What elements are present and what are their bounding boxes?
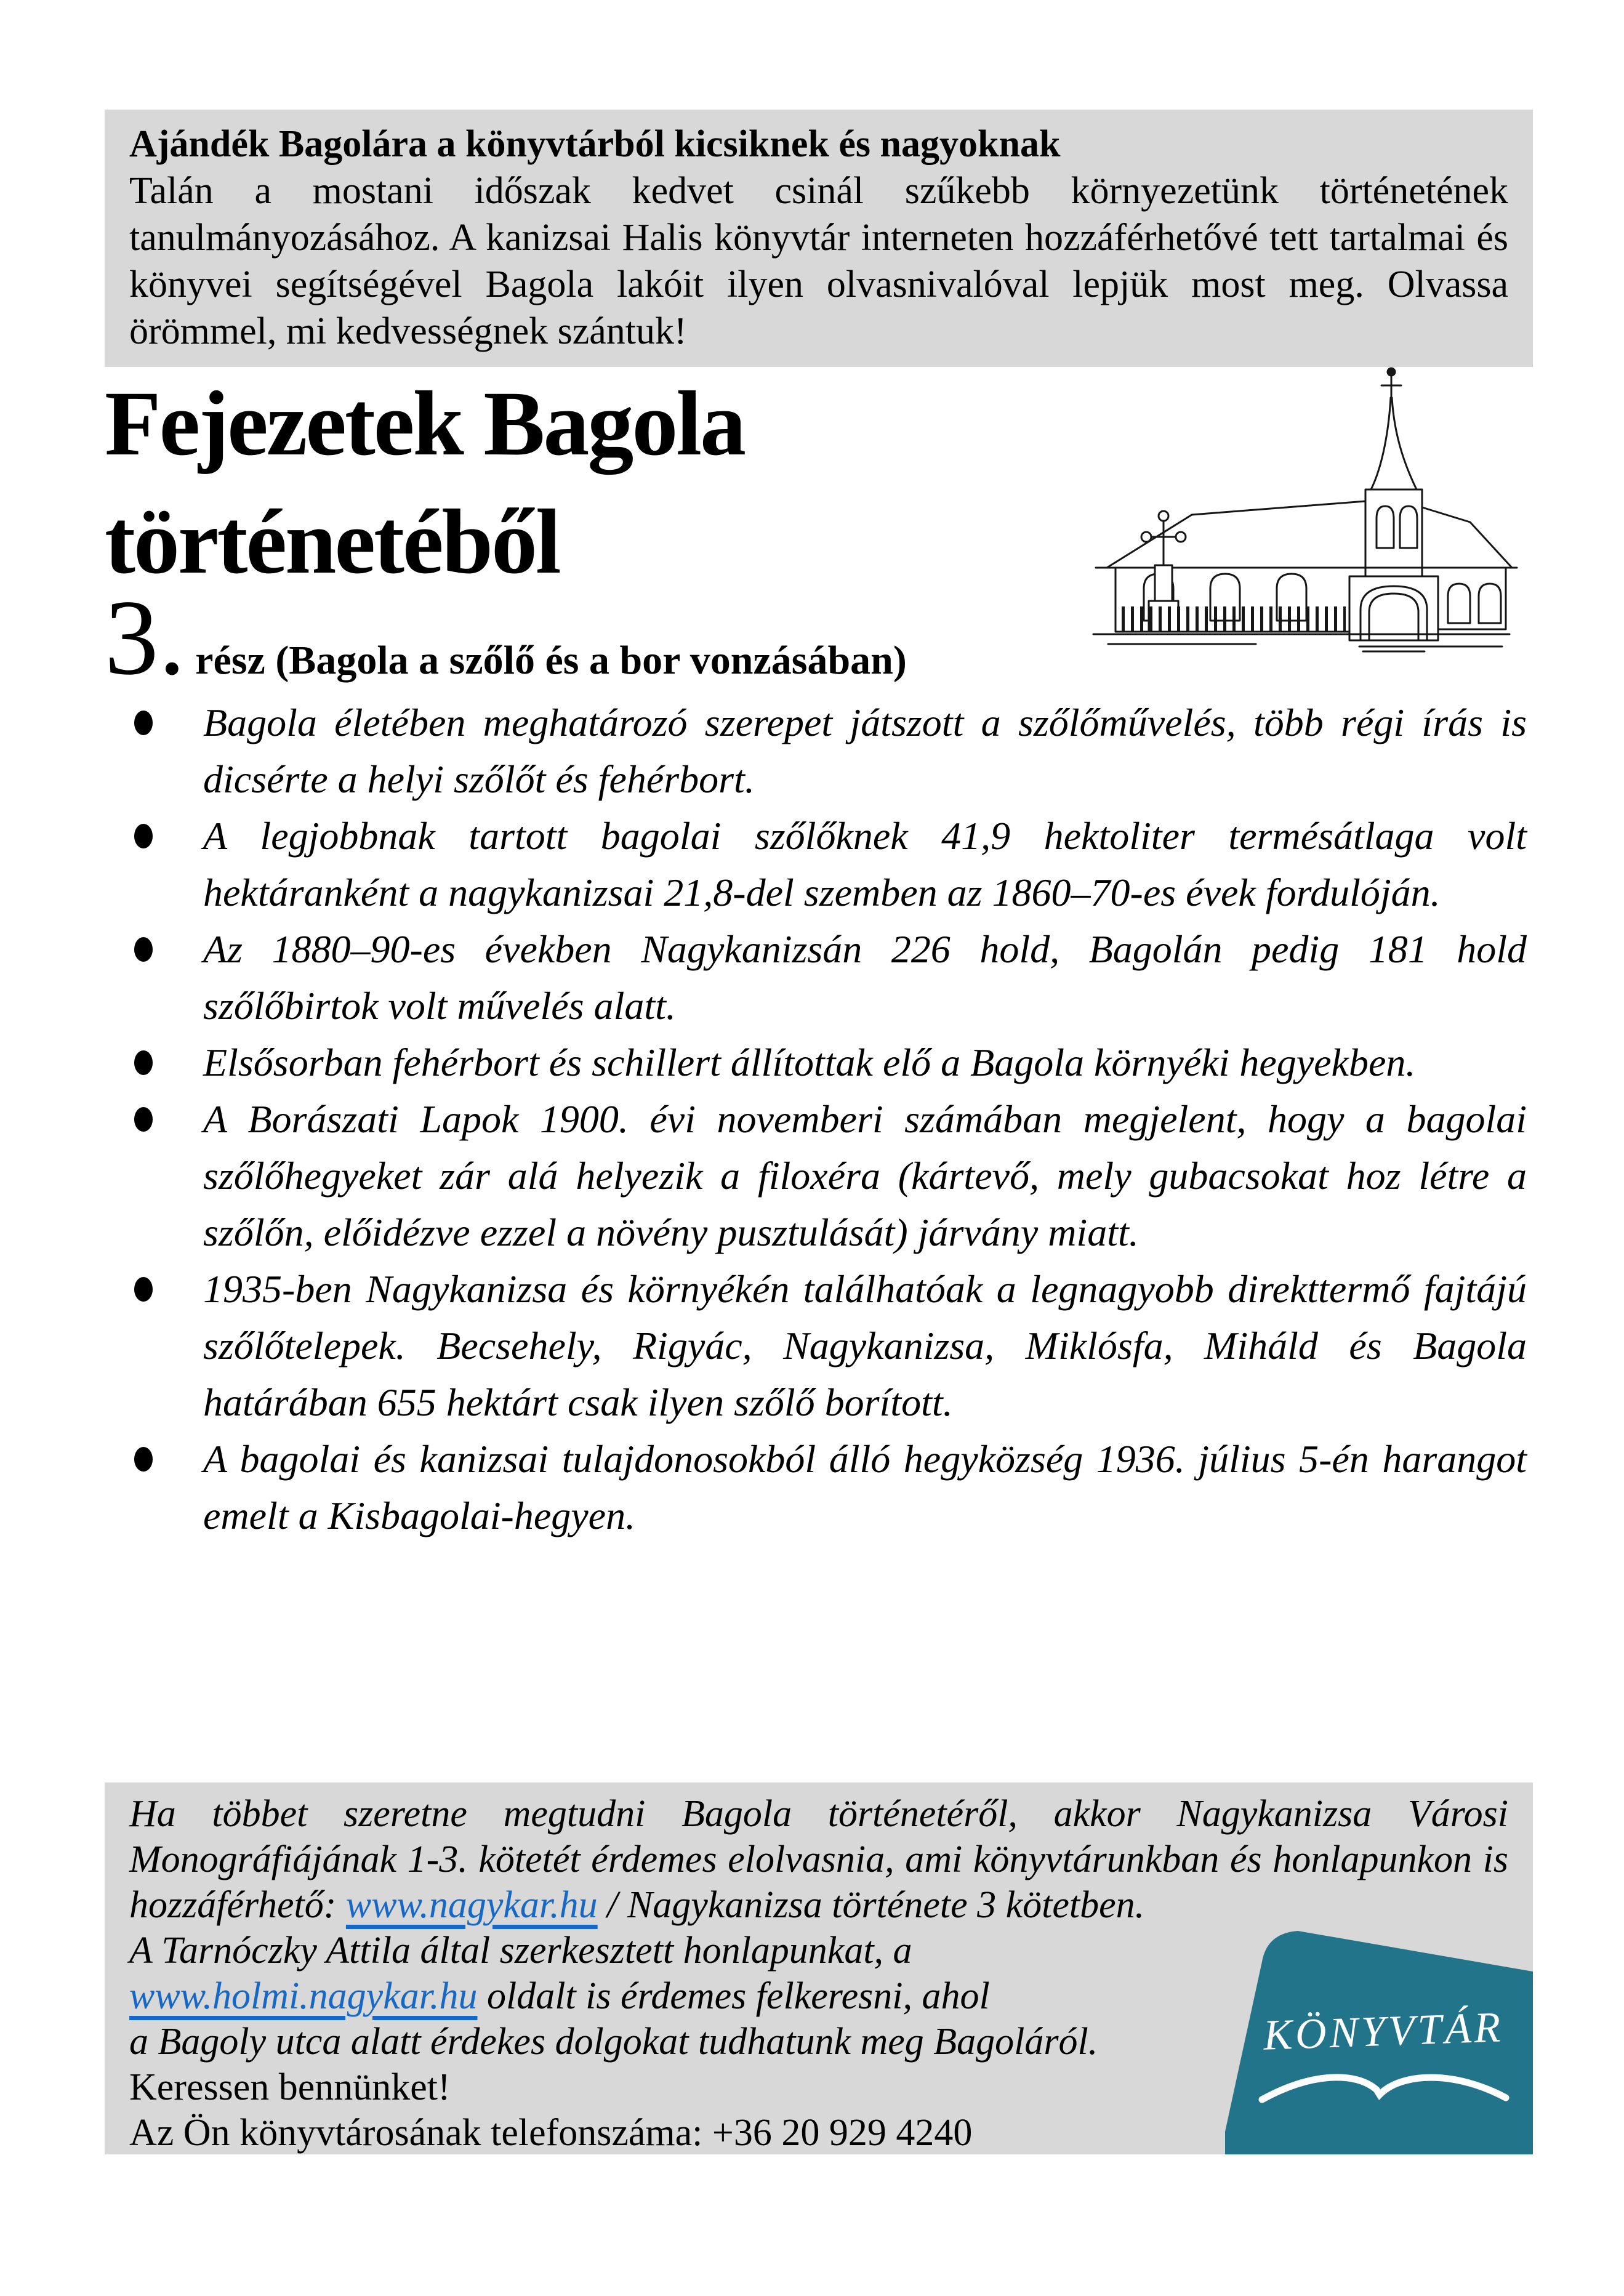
intro-title: Ajándék Bagolára a könyvtárból kicsiknek és nagyoknak — [129, 123, 1061, 165]
page-title-line1: Fejezetek Bagola — [105, 373, 745, 475]
list-item — [105, 695, 1527, 808]
bullet-icon — [134, 711, 153, 735]
bullet-text: A legjobbnak tartott bagolai szőlőknek 41,9 hektoliter termésátlaga volt hektáranként a nagykanizsai 21,8-del szemben az 1860–70-es évek fordulóján. — [203, 814, 1527, 914]
bullet-icon — [134, 937, 153, 962]
part-label: rész (Bagola a szőlő és a bor vonzásában) — [195, 638, 907, 683]
footer-line — [129, 1973, 1508, 2019]
footer-box — [105, 1782, 1533, 2154]
page-title-line2: történetéből — [105, 491, 560, 593]
list-item — [105, 1091, 1527, 1261]
bullet-icon — [134, 1050, 153, 1075]
logo-label: KÖNYVTÁR — [1262, 2004, 1505, 2060]
footer-text: / Nagykanizsa története 3 kötetben. — [597, 1884, 1145, 1926]
footer-line: a Bagoly utca alatt érdekes dolgokat tudhatunk meg Bagoláról. — [129, 2021, 1098, 2063]
list-item — [105, 1034, 1527, 1091]
list-item — [105, 1431, 1527, 1544]
intro-box — [105, 110, 1533, 367]
church-illustration — [1071, 362, 1527, 658]
bullet-icon — [134, 1447, 153, 1472]
page-title — [105, 365, 744, 601]
bullet-text: Elsősorban fehérbort és schillert állítottak elő a Bagola környéki hegyekben. — [203, 1041, 1416, 1084]
bullet-icon — [134, 1107, 153, 1132]
bullet-text: A bagolai és kanizsai tulajdonosokból álló hegyközség 1936. július 5-én harangot emelt a Kisbagolai-hegyen. — [203, 1437, 1527, 1537]
list-item — [105, 808, 1527, 921]
bullet-text: Bagola életében meghatározó szerepet játszott a szőlőművelés, több régi írás is dicsérte a helyi szőlőt és fehérbort. — [203, 701, 1527, 801]
part-number: 3. — [105, 578, 186, 697]
list-item — [105, 1261, 1527, 1431]
footer-phone-line: Az Ön könyvtárosának telefonszáma: +36 20 929 4240 — [129, 2112, 973, 2154]
link-nagykar[interactable]: www.nagykar.hu — [345, 1884, 598, 1926]
bullet-icon — [134, 824, 153, 848]
footer-text: Ha többet szeretne megtudni Bagola történetéről, akkor Nagykanizsa Városi Monográfiájának 1-3. kötetét érdemes elolvasnia, ami könyvtárunkban és honlapunkon is hozzáférhető: — [129, 1793, 1508, 1926]
link-holmi-nagykar[interactable]: www.holmi.nagykar.hu — [129, 1975, 478, 2017]
bullet-text: A Borászati Lapok 1900. évi novemberi számában megjelent, hogy a bagolai szőlőhegyeket zár alá helyezik a filoxéra (kártevő, mely gubacsokat hoz létre a szőlőn, előidézve ezzel a növény pusztulását) járvány miatt. — [203, 1097, 1527, 1254]
footer-line: A Tarnóczky Attila által szerkesztett honlapunkat, a — [129, 1930, 912, 1972]
list-item — [105, 921, 1527, 1034]
bullet-list — [105, 695, 1527, 1544]
footer-line-contact: Keressen bennünket! — [129, 2066, 451, 2108]
bullet-icon — [134, 1277, 153, 1302]
footer-paragraph — [129, 1791, 1508, 1928]
intro-body: Talán a mostani időszak kedvet csinál szűkebb környezetünk történetének tanulmányozásához. A kanizsai Halis könyvtár interneten hozzáférhetővé tett tartalmai és könyvei segítségével Bagola lakóit ilyen olvasnivalóval lepjük most meg. Olvassa örömmel, mi kedvességnek szántuk! — [129, 170, 1508, 352]
footer-text: oldalt is érdemes felkeresni, ahol — [477, 1975, 990, 2017]
bullet-text: Az 1880–90-es években Nagykanizsán 226 hold, Bagolán pedig 181 hold szőlőbirtok volt művelés alatt. — [203, 927, 1527, 1028]
part-subtitle — [105, 578, 907, 697]
bullet-text: 1935-ben Nagykanizsa és környékén találhatóak a legnagyobb direkttermő fajtájú szőlőtelepek. Becsehely, Rigyác, Nagykanizsa, Miklósfa, Miháld és Bagola határában 655 hektárt csak ilyen szőlő borított. — [203, 1267, 1527, 1424]
